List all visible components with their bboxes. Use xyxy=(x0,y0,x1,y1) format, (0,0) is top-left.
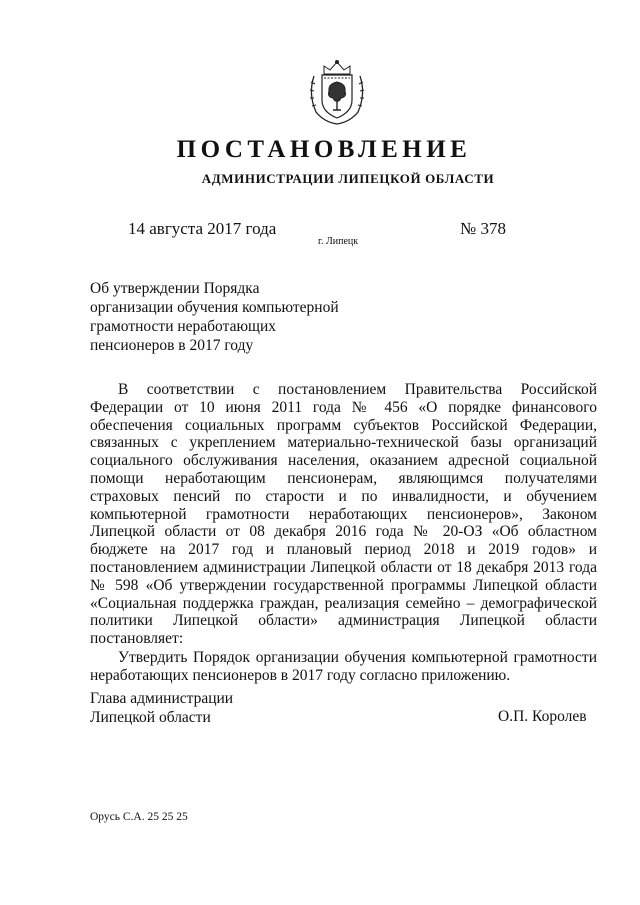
document-subject xyxy=(90,279,380,355)
subject-line: грамотности неработающих xyxy=(90,318,277,335)
executor-contact: Орусь С.А. 25 25 25 xyxy=(90,811,188,823)
subject-line: организации обучения компьютерной xyxy=(90,299,339,316)
signatory-position-line: Глава администрации xyxy=(90,690,234,707)
body-paragraph: В соответствии с постановлением Правительства Российской Федерации от 10 июня 2011 года № 456 «О порядке финансового обеспечения социальных программ субъектов Российской Федерации, связанных с укреплением материально-технической базы организаций социального обслуживания населения, оказанием адресной социальной помощи неработающим пенсионерам, являющимся получателями страховых пенсий по старости и по инвалидности, и обучением компьютерной грамотности неработающих пенсионеров», Законом Липецкой области от 08 декабря 2016 года № 20-ОЗ «Об областном бюджете на 2017 год и плановый период 2018 и 2019 годов» и постановлением администрации Липецкой области от 18 декабря 2013 года № 598 «Об утверждении государственной программы Липецкой области «Социальная поддержка граждан, реализация семейно – демографической политики Липецкой области» администрация Липецкой области постановляет: xyxy=(90,381,597,648)
document-title: ПОСТАНОВЛЕНИЕ xyxy=(176,136,472,163)
coat-of-arms-icon xyxy=(300,58,374,126)
document-date: 14 августа 2017 года xyxy=(128,219,277,238)
document-body xyxy=(90,381,597,685)
signatory-name: О.П. Королев xyxy=(498,708,587,725)
document-city: г. Липецк xyxy=(318,236,359,247)
signatory-position-line: Липецкой области xyxy=(90,709,211,726)
signatory-position xyxy=(90,689,233,727)
body-paragraph: Утвердить Порядок организации обучения компьютерной грамотности неработающих пенсионеров в 2017 году согласно приложению. xyxy=(90,648,597,684)
issuing-authority: АДМИНИСТРАЦИИ ЛИПЕЦКОЙ ОБЛАСТИ xyxy=(201,171,495,186)
document-number: № 378 xyxy=(460,219,506,238)
subject-line: пенсионеров в 2017 году xyxy=(90,337,254,354)
subject-line: Об утверждении Порядка xyxy=(90,280,260,297)
